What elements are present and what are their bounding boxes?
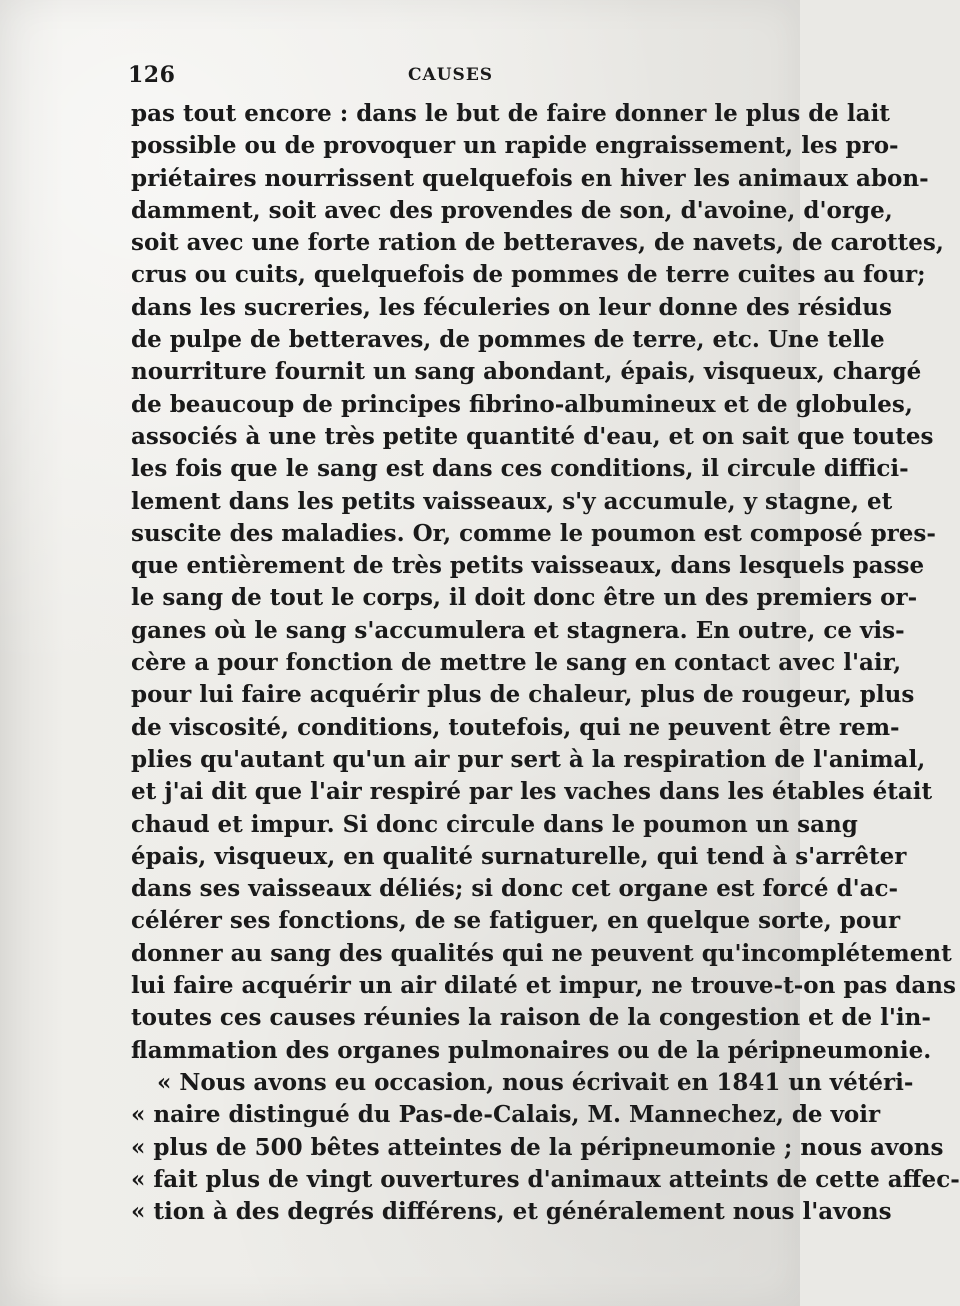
text-line: célérer ses fonctions, de se fatiguer, en quelque sorte, pour	[131, 907, 901, 935]
text-line: suscite des maladies. Or, comme le poumon est composé pres-	[131, 519, 936, 547]
text-line: de beaucoup de principes fibrino-albumineux et de globules,	[131, 390, 913, 418]
quote-line: « tion à des degrés différens, et généralement nous l'avons	[131, 1198, 892, 1226]
text-line: possible ou de provoquer un rapide engraissement, les pro-	[131, 132, 899, 160]
text-line: le sang de tout le corps, il doit donc être un des premiers or-	[131, 584, 918, 612]
quoted-passage	[131, 1067, 960, 1228]
quote-line: « Nous avons eu occasion, nous écrivait en 1841 un vétéri-	[157, 1068, 914, 1096]
text-line: donner au sang des qualités qui ne peuvent qu'incomplétement	[131, 939, 952, 967]
text-line: ganes où le sang s'accumulera et stagnera. En outre, ce vis-	[131, 616, 905, 644]
text-line: pas tout encore : dans le but de faire donner le plus de lait	[131, 100, 890, 127]
main-paragraph	[131, 98, 956, 1067]
text-line: cère a pour fonction de mettre le sang en contact avec l'air,	[131, 649, 902, 677]
text-line: lement dans les petits vaisseaux, s'y accumule, y stagne, et	[131, 487, 893, 515]
text-line: soit avec une forte ration de betteraves, de navets, de carottes,	[131, 229, 944, 257]
page-header	[128, 62, 763, 90]
quote-line: « naire distingué du Pas-de-Calais, M. Mannechez, de voir	[131, 1101, 881, 1129]
text-line: damment, soit avec des provendes de son, d'avoine, d'orge,	[131, 196, 893, 224]
text-line: les fois que le sang est dans ces conditions, il circule diffici-	[131, 455, 909, 483]
text-line: pour lui faire acquérir plus de chaleur, plus de rougeur, plus	[131, 681, 915, 709]
text-line: chaud et impur. Si donc circule dans le poumon un sang	[131, 810, 858, 838]
text-line: associés à une très petite quantité d'eau, et on sait que toutes	[131, 422, 934, 450]
text-line: nourriture fournit un sang abondant, épais, visqueux, chargé	[131, 358, 922, 386]
text-line: de viscosité, conditions, toutefois, qui ne peuvent être rem-	[131, 713, 900, 741]
running-title: CAUSES	[408, 65, 494, 85]
text-line: flammation des organes pulmonaires ou de la péripneumonie.	[131, 1036, 932, 1064]
text-line: de pulpe de betteraves, de pommes de terre, etc. Une telle	[131, 326, 885, 354]
text-line: priétaires nourrissent quelquefois en hiver les animaux abon-	[131, 164, 929, 192]
text-line: dans les sucreries, les féculeries on leur donne des résidus	[131, 293, 892, 321]
text-line: lui faire acquérir un air dilaté et impur, ne trouve-t-on pas dans	[131, 972, 956, 1000]
text-line: et j'ai dit que l'air respiré par les vaches dans les étables était	[131, 778, 933, 806]
text-line: dans ses vaisseaux déliés; si donc cet organe est forcé d'ac-	[131, 875, 899, 903]
text-line: crus ou cuits, quelquefois de pommes de terre cuites au four;	[131, 261, 926, 289]
page-number: 126	[128, 62, 176, 88]
text-line: que entièrement de très petits vaisseaux, dans lesquels passe	[131, 552, 925, 580]
text-line: plies qu'autant qu'un air pur sert à la respiration de l'animal,	[131, 745, 926, 773]
text-line: toutes ces causes réunies la raison de la congestion et de l'in-	[131, 1004, 931, 1032]
quote-line: « plus de 500 bêtes atteintes de la péripneumonie ; nous avons	[131, 1133, 944, 1161]
quote-line: « fait plus de vingt ouvertures d'animaux atteints de cette affec-	[131, 1165, 960, 1193]
text-line: épais, visqueux, en qualité surnaturelle, qui tend à s'arrêter	[131, 842, 907, 870]
body-text	[131, 98, 960, 1228]
